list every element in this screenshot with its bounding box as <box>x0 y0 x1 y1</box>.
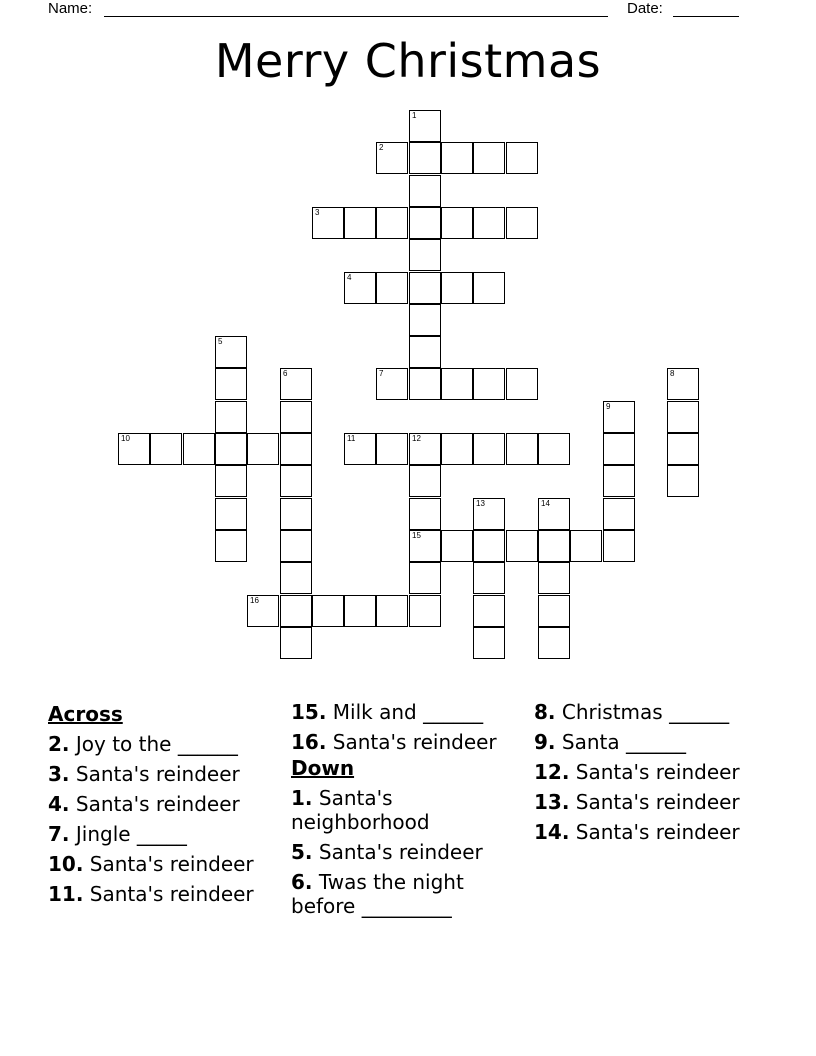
crossword-cell[interactable] <box>441 207 473 239</box>
crossword-cell[interactable] <box>506 530 538 562</box>
crossword-cell[interactable] <box>409 336 441 368</box>
crossword-cell[interactable] <box>473 562 505 594</box>
crossword-cell-2[interactable] <box>376 142 408 174</box>
crossword-cell-5[interactable] <box>215 336 247 368</box>
crossword-cell[interactable] <box>280 465 312 497</box>
crossword-cell[interactable] <box>506 142 538 174</box>
crossword-cell-16[interactable] <box>247 595 279 627</box>
crossword-cell[interactable] <box>376 272 408 304</box>
crossword-cell[interactable] <box>667 401 699 433</box>
crossword-cell[interactable] <box>603 498 635 530</box>
clue-number: 1 <box>412 111 417 120</box>
across-heading: Across <box>48 702 123 726</box>
clue-number: 15 <box>412 531 421 540</box>
crossword-cell[interactable] <box>538 627 570 659</box>
name-label: Name: <box>48 0 93 17</box>
crossword-cell[interactable] <box>376 207 408 239</box>
clue-across-3: 3. Santa's reindeer <box>48 762 240 786</box>
crossword-cell[interactable] <box>280 562 312 594</box>
crossword-cell-11[interactable] <box>344 433 376 465</box>
crossword-cell[interactable] <box>409 272 441 304</box>
crossword-cell[interactable] <box>215 465 247 497</box>
clue-number: 9 <box>606 402 611 411</box>
clue-number: 11 <box>347 434 356 443</box>
crossword-cell[interactable] <box>409 175 441 207</box>
crossword-cell-8[interactable] <box>667 368 699 400</box>
crossword-cell-1[interactable] <box>409 110 441 142</box>
crossword-cell[interactable] <box>183 433 215 465</box>
crossword-cell[interactable] <box>441 368 473 400</box>
crossword-cell[interactable] <box>667 465 699 497</box>
crossword-cell[interactable] <box>280 530 312 562</box>
clue-across-7: 7. Jingle _____ <box>48 822 187 846</box>
clue-down-13: 13. Santa's reindeer <box>534 790 740 814</box>
clue-down-9: 9. Santa ______ <box>534 730 686 754</box>
crossword-cell[interactable] <box>280 498 312 530</box>
crossword-cell-4[interactable] <box>344 272 376 304</box>
crossword-cell-9[interactable] <box>603 401 635 433</box>
crossword-cell[interactable] <box>312 595 344 627</box>
crossword-cell[interactable] <box>441 433 473 465</box>
crossword-cell[interactable] <box>344 207 376 239</box>
down-heading: Down <box>291 756 355 780</box>
clue-across-11: 11. Santa's reindeer <box>48 882 254 906</box>
crossword-cell[interactable] <box>409 239 441 271</box>
crossword-cell[interactable] <box>215 368 247 400</box>
crossword-cell[interactable] <box>409 207 441 239</box>
crossword-cell[interactable] <box>215 401 247 433</box>
crossword-cell[interactable] <box>603 433 635 465</box>
crossword-cell[interactable] <box>473 595 505 627</box>
crossword-cell[interactable] <box>473 530 505 562</box>
crossword-cell[interactable] <box>409 595 441 627</box>
clue-number: 3 <box>315 208 320 217</box>
clue-number: 2 <box>379 143 384 152</box>
crossword-cell[interactable] <box>473 207 505 239</box>
clue-number: 10 <box>121 434 130 443</box>
clues-column-2 <box>291 700 523 918</box>
crossword-cell-10[interactable] <box>118 433 150 465</box>
crossword-cell[interactable] <box>409 368 441 400</box>
crossword-cell-6[interactable] <box>280 368 312 400</box>
crossword-cell[interactable] <box>667 433 699 465</box>
clue-number: 13 <box>476 499 485 508</box>
crossword-cell[interactable] <box>215 498 247 530</box>
clue-number: 7 <box>379 369 384 378</box>
clues-column-3 <box>534 700 774 844</box>
crossword-cell[interactable] <box>280 627 312 659</box>
crossword-cell[interactable] <box>473 627 505 659</box>
crossword-cell[interactable] <box>376 595 408 627</box>
clues-column-1 <box>48 700 280 906</box>
clue-number: 8 <box>670 369 675 378</box>
crossword-cell[interactable] <box>473 368 505 400</box>
clue-across-2: 2. Joy to the ______ <box>48 732 238 756</box>
crossword-cell[interactable] <box>280 401 312 433</box>
clue-across-10: 10. Santa's reindeer <box>48 852 254 876</box>
crossword-cell[interactable] <box>409 304 441 336</box>
crossword-cell[interactable] <box>506 207 538 239</box>
crossword-cell-15[interactable] <box>409 530 441 562</box>
crossword-cell[interactable] <box>150 433 182 465</box>
crossword-cell[interactable] <box>506 433 538 465</box>
crossword-cell[interactable] <box>473 272 505 304</box>
crossword-cell[interactable] <box>538 595 570 627</box>
clue-number: 6 <box>283 369 288 378</box>
clue-number: 14 <box>541 499 550 508</box>
crossword-cell[interactable] <box>570 530 602 562</box>
crossword-cell[interactable] <box>538 433 570 465</box>
clue-down-14: 14. Santa's reindeer <box>534 820 740 844</box>
crossword-cell[interactable] <box>409 498 441 530</box>
crossword-cell[interactable] <box>538 530 570 562</box>
crossword-cell[interactable] <box>344 595 376 627</box>
crossword-cell[interactable] <box>409 562 441 594</box>
crossword-cell[interactable] <box>441 272 473 304</box>
clue-number: 5 <box>218 337 223 346</box>
crossword-cell[interactable] <box>603 465 635 497</box>
crossword-cell[interactable] <box>215 433 247 465</box>
crossword-cell[interactable] <box>473 142 505 174</box>
clue-number: 12 <box>412 434 421 443</box>
clue-down-12: 12. Santa's reindeer <box>534 760 740 784</box>
crossword-cell[interactable] <box>409 465 441 497</box>
crossword-cell-13[interactable] <box>473 498 505 530</box>
clue-down-5: 5. Santa's reindeer <box>291 840 483 864</box>
clue-number: 16 <box>250 596 259 605</box>
crossword-cell[interactable] <box>409 142 441 174</box>
clue-down-1: 1. Santa's neighborhood <box>291 786 430 834</box>
crossword-cell-7[interactable] <box>376 368 408 400</box>
crossword-cell[interactable] <box>441 530 473 562</box>
clue-across-4: 4. Santa's reindeer <box>48 792 240 816</box>
crossword-cell[interactable] <box>376 433 408 465</box>
clue-across-16: 16. Santa's reindeer <box>291 730 497 754</box>
crossword-cell[interactable] <box>247 433 279 465</box>
date-label: Date: <box>627 0 663 17</box>
crossword-cell[interactable] <box>215 530 247 562</box>
crossword-cell-14[interactable] <box>538 498 570 530</box>
crossword-cell-12[interactable] <box>409 433 441 465</box>
crossword-cell[interactable] <box>538 562 570 594</box>
clue-down-6: 6. Twas the night before _________ <box>291 870 464 918</box>
crossword-cell[interactable] <box>280 433 312 465</box>
crossword-cell[interactable] <box>473 433 505 465</box>
crossword-cell-3[interactable] <box>312 207 344 239</box>
crossword-cell[interactable] <box>506 368 538 400</box>
page-title: Merry Christmas <box>214 34 602 88</box>
clue-down-8: 8. Christmas ______ <box>534 700 730 724</box>
crossword-cell[interactable] <box>280 595 312 627</box>
crossword-cell[interactable] <box>441 142 473 174</box>
clue-number: 4 <box>347 273 352 282</box>
clue-across-15: 15. Milk and ______ <box>291 700 484 724</box>
crossword-cell[interactable] <box>603 530 635 562</box>
